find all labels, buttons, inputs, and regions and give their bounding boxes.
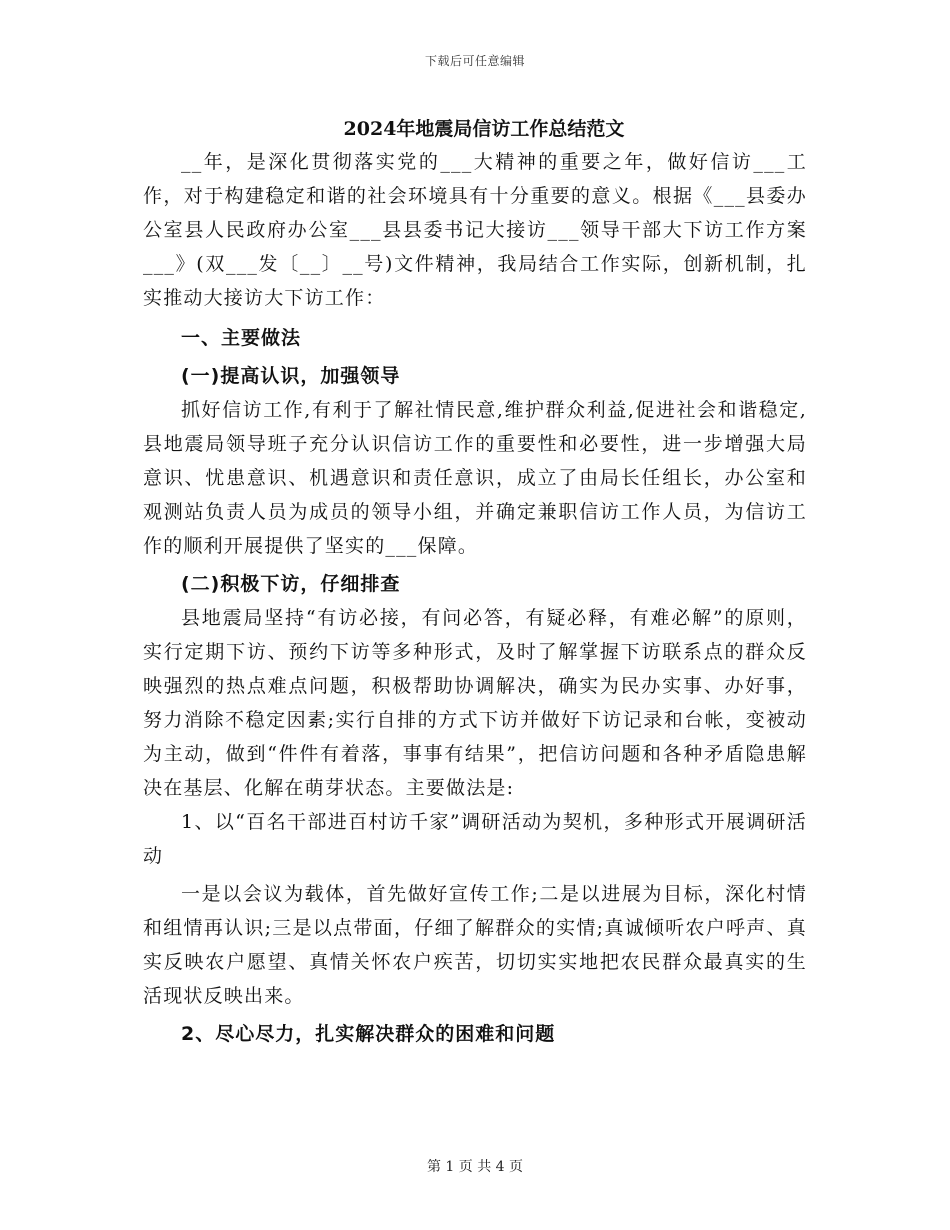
- list-item-2-heading: 2、尽心尽力，扎实解决群众的困难和问题: [181, 1023, 556, 1045]
- list-item-1: 1、以“百名干部进百村访千家”调研活动为契机，多种形式开展调研活动: [143, 811, 807, 867]
- subsection-heading-awareness: (一)提高认识，加强领导: [181, 365, 401, 387]
- subsection-paragraph-visits: 县地震局坚持“有访必接，有问必答，有疑必释，有难必解”的原则，实行定期下访、预约下访等多种形式，及时了解掌握下访联系点的群众反映强烈的热点难点问题，积极帮助协调解决，确实为民办实事、办好事，努力消除不稳定因素;实行自排的方式下访并做好下访记录和台帐，变被动为主动，做到“件件有着落，事事有结果”，把信访问题和各种矛盾隐患解决在基层、化解在萌芽状态。主要做法是:: [143, 607, 807, 799]
- document-body: [143, 113, 807, 1051]
- subsection-paragraph-awareness: 抓好信访工作,有利于了解社情民意,维护群众利益,促进社会和谐稳定,县地震局领导班子充分认识信访工作的重要性和必要性，进一步增强大局意识、忧患意识、机遇意识和责任意识，成立了由局长任组长，办公室和观测站负责人员为成员的领导小组，并确定兼职信访工作人员，为信访工作的顺利开展提供了坚实的___保障。: [143, 399, 807, 557]
- document-title: 2024年地震局信访工作总结范文: [343, 118, 625, 140]
- list-item-1-paragraph: 一是以会议为载体，首先做好宣传工作;二是以进展为目标，深化村情和组情再认识;三是以点带面，仔细了解群众的实情;真诚倾听农户呼声、真实反映农户愿望、真情关怀农户疾苦，切切实实地把农民群众最真实的生活现状反映出来。: [143, 883, 807, 1007]
- intro-paragraph: __年，是深化贯彻落实党的___大精神的重要之年，做好信访___工作，对于构建稳定和谐的社会环境具有十分重要的意义。根据《___县委办公室县人民政府办公室___县县委书记大接访___领导干部大下访工作方案___》(双___发〔__〕__号)文件精神，我局结合工作实际，创新机制，扎实推动大接访大下访工作：: [143, 151, 807, 309]
- subsection-heading-visits: (二)积极下访，仔细排查: [181, 573, 401, 595]
- page-header: 下载后可任意编辑: [424, 54, 525, 68]
- section-heading-main-practices: 一、主要做法: [181, 327, 302, 349]
- page-footer: 第 1 页 共 4 页: [426, 1159, 524, 1175]
